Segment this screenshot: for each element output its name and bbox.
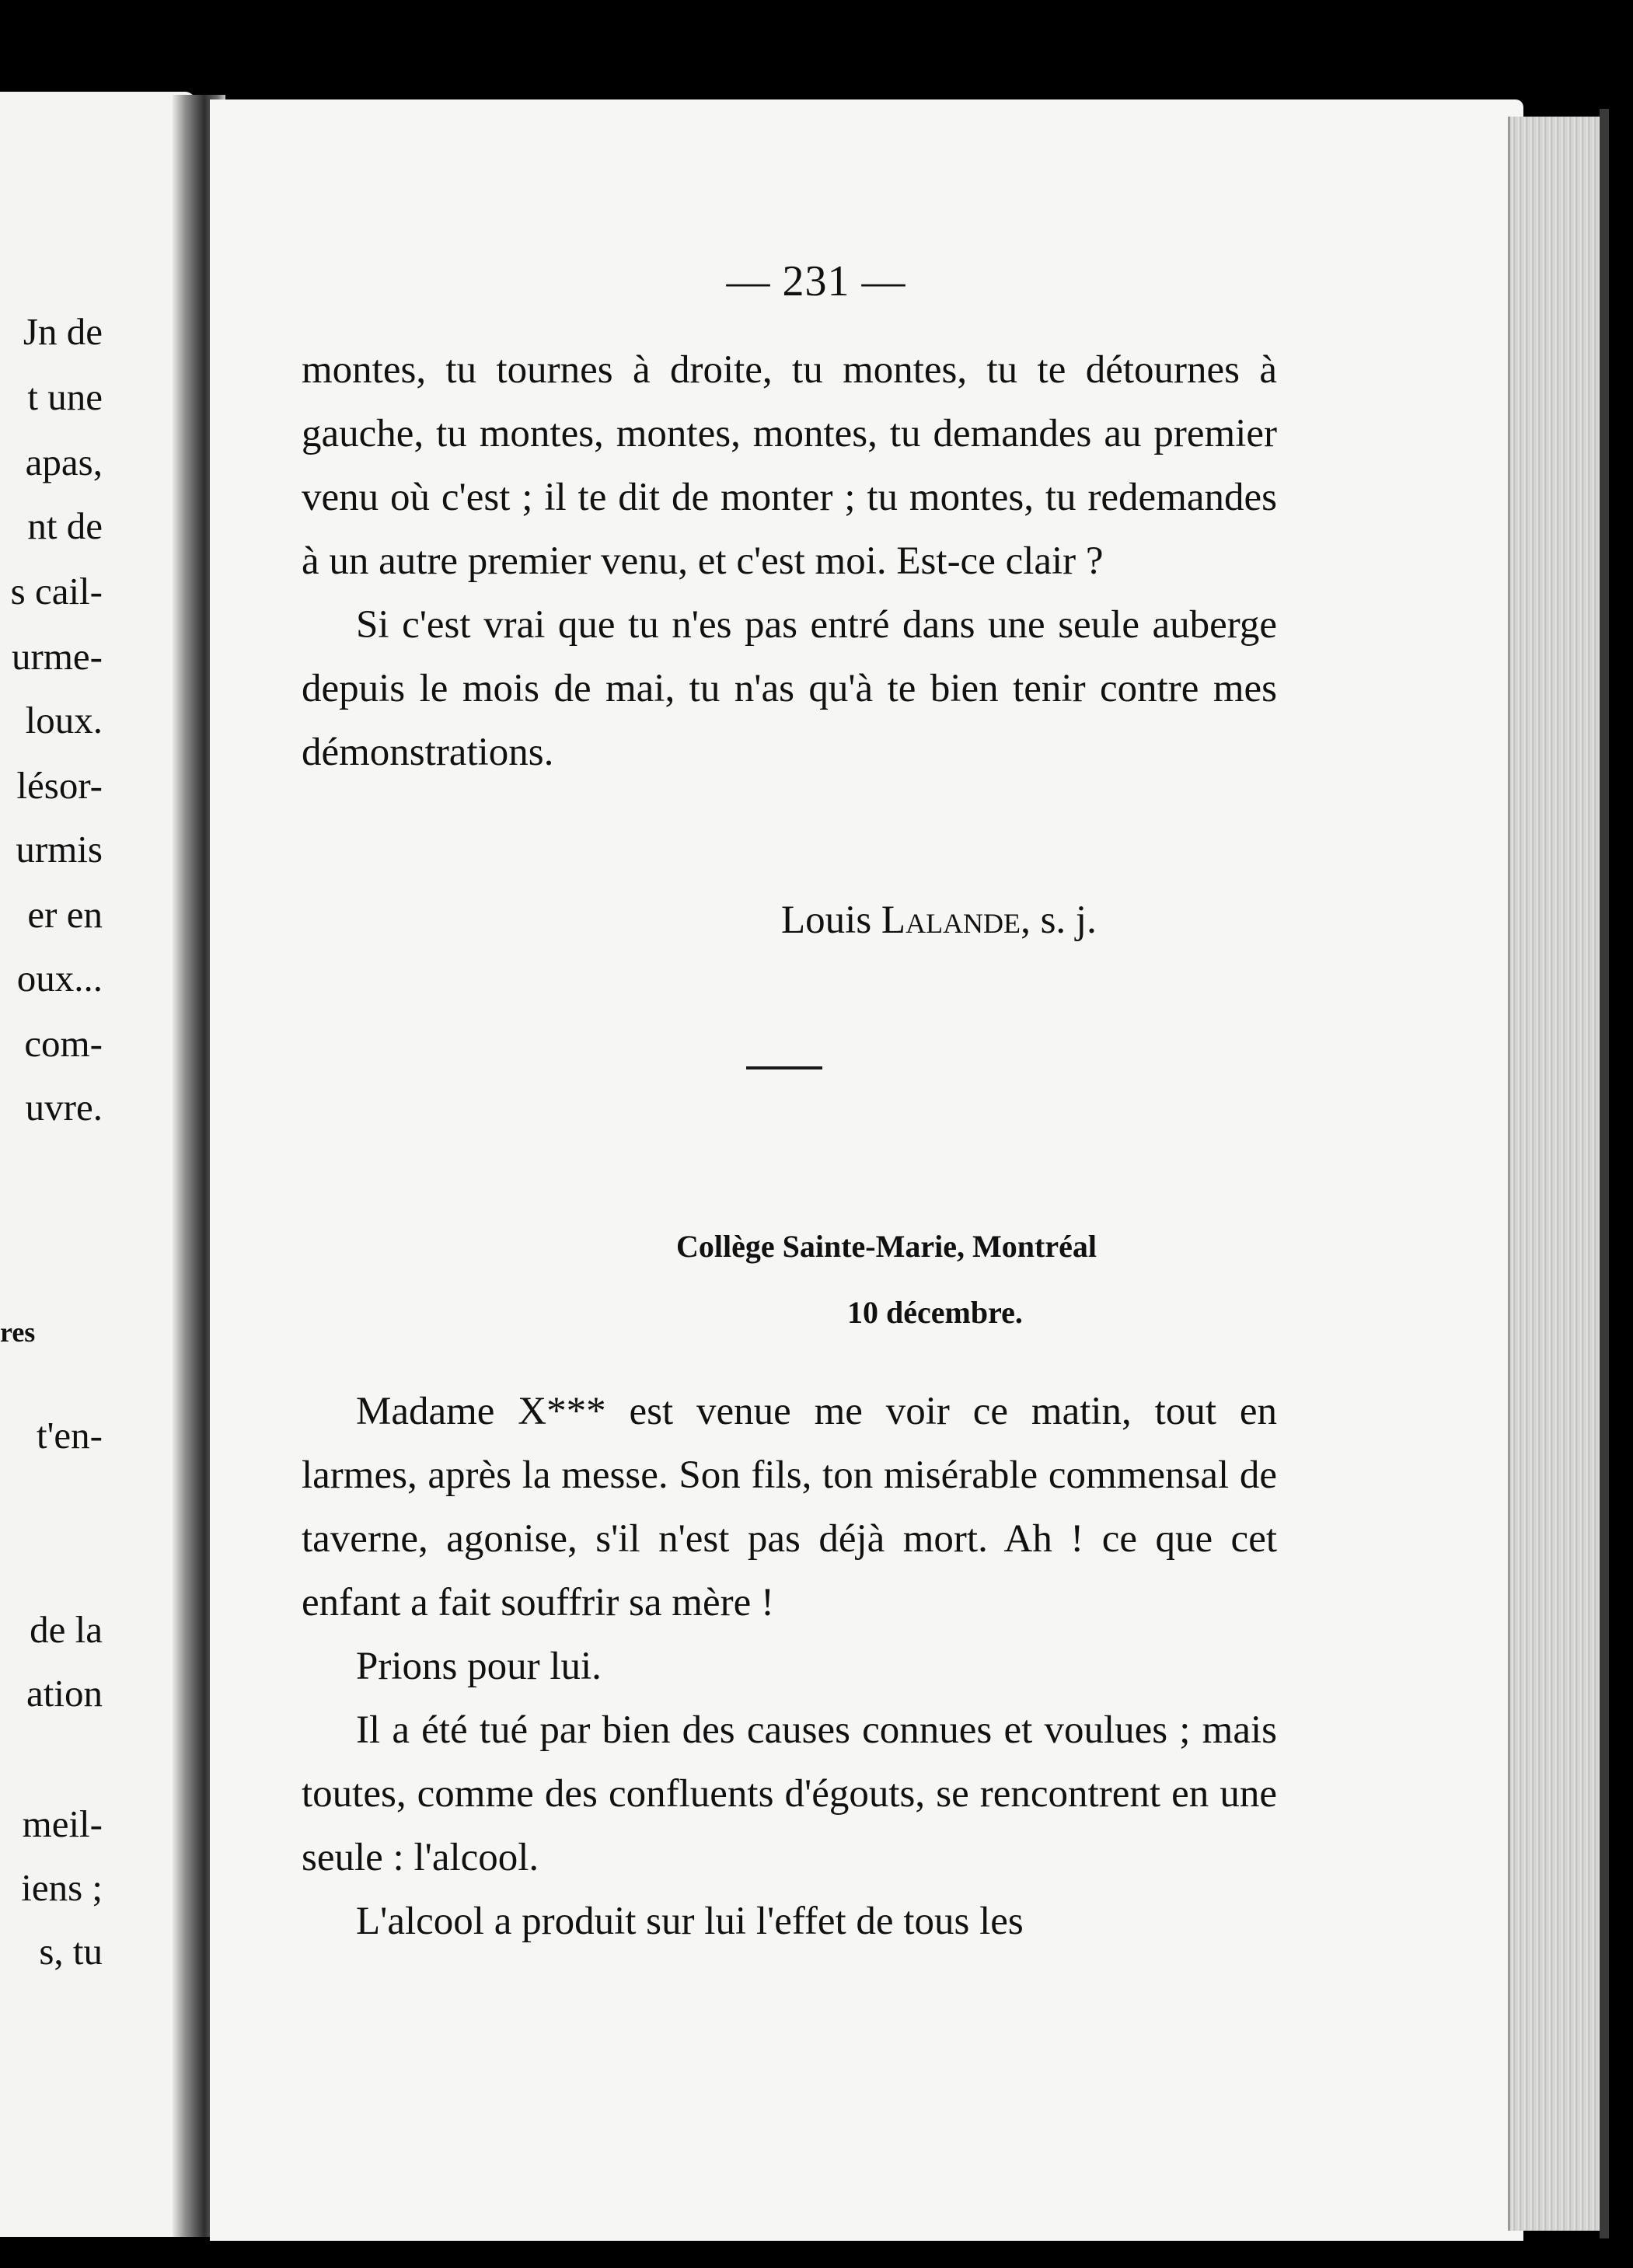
signature-last-name: Lalande: [881, 898, 1021, 942]
left-page-line: apas,: [25, 441, 103, 483]
left-page-line: ation: [26, 1672, 103, 1715]
signature-first-name: Louis: [781, 898, 872, 942]
page-edges: [1508, 117, 1602, 2231]
section2-body: [302, 1380, 1277, 1953]
paragraph: Si c'est vrai que tu n'es pas entré dans une seule auberge depuis le mois de mai, tu n'as qu'à te bien tenir contre mes démonstrations.: [302, 603, 1277, 774]
left-page-line: oux...: [16, 957, 103, 1000]
paragraph: Il a été tué par bien des causes connues et voulues ; mais toutes, comme des confluents d'égouts, se rencontrent en une seule : l'alcool.: [302, 1708, 1277, 1879]
left-page-line: nt de: [27, 504, 103, 547]
left-page-line: res: [0, 1317, 36, 1348]
left-page-line: er en: [27, 893, 103, 936]
left-page-line: t une: [27, 375, 103, 418]
page-edge-shadow: [1600, 109, 1609, 2238]
left-page-line: lésor-: [16, 764, 103, 807]
left-page-line: com-: [24, 1022, 103, 1065]
paragraph: Madame X*** est venue me voir ce matin, tout en larmes, après la messe. Son fils, ton misérable commensal de taverne, agonise, s'il n'est pas déjà mort. Ah ! ce que cet enfant a fait souffrir sa mère !: [302, 1390, 1277, 1624]
letter-place: Collège Sainte-Marie, Montréal: [676, 1229, 1097, 1264]
left-page-line: Jn de: [23, 310, 103, 353]
left-page-line: de la: [30, 1608, 103, 1651]
left-page-line: t'en-: [36, 1414, 103, 1457]
left-page-line: s, tu: [39, 1930, 103, 1973]
left-page-line: uvre.: [25, 1086, 103, 1129]
paragraph: Prions pour lui.: [356, 1645, 602, 1688]
left-page-line: loux.: [25, 699, 103, 741]
left-page-line: meil-: [22, 1802, 103, 1845]
section-divider: [746, 1066, 822, 1069]
left-page-line: urme-: [12, 635, 103, 678]
left-page-line: iens ;: [21, 1866, 103, 1909]
left-page-line: urmis: [16, 828, 103, 871]
author-signature: [781, 898, 1247, 943]
left-page-fragment: [0, 92, 196, 2237]
signature-suffix: , s. j.: [1021, 898, 1097, 942]
left-page-line: s cail-: [10, 570, 103, 612]
section1-body: [302, 338, 1277, 784]
letter-date: 10 décembre.: [847, 1295, 1023, 1330]
paragraph: montes, tu tournes à droite, tu montes, tu te détournes à gauche, tu montes, montes, montes, tu demandes au premier venu où c'est ; il te dit de monter ; tu montes, tu redemandes à un autre premier venu, et c'est moi. Est-ce clair ?: [302, 348, 1277, 583]
page-number: — 231 —: [726, 257, 906, 305]
paragraph: L'alcool a produit sur lui l'effet de tous les: [356, 1900, 1024, 1943]
